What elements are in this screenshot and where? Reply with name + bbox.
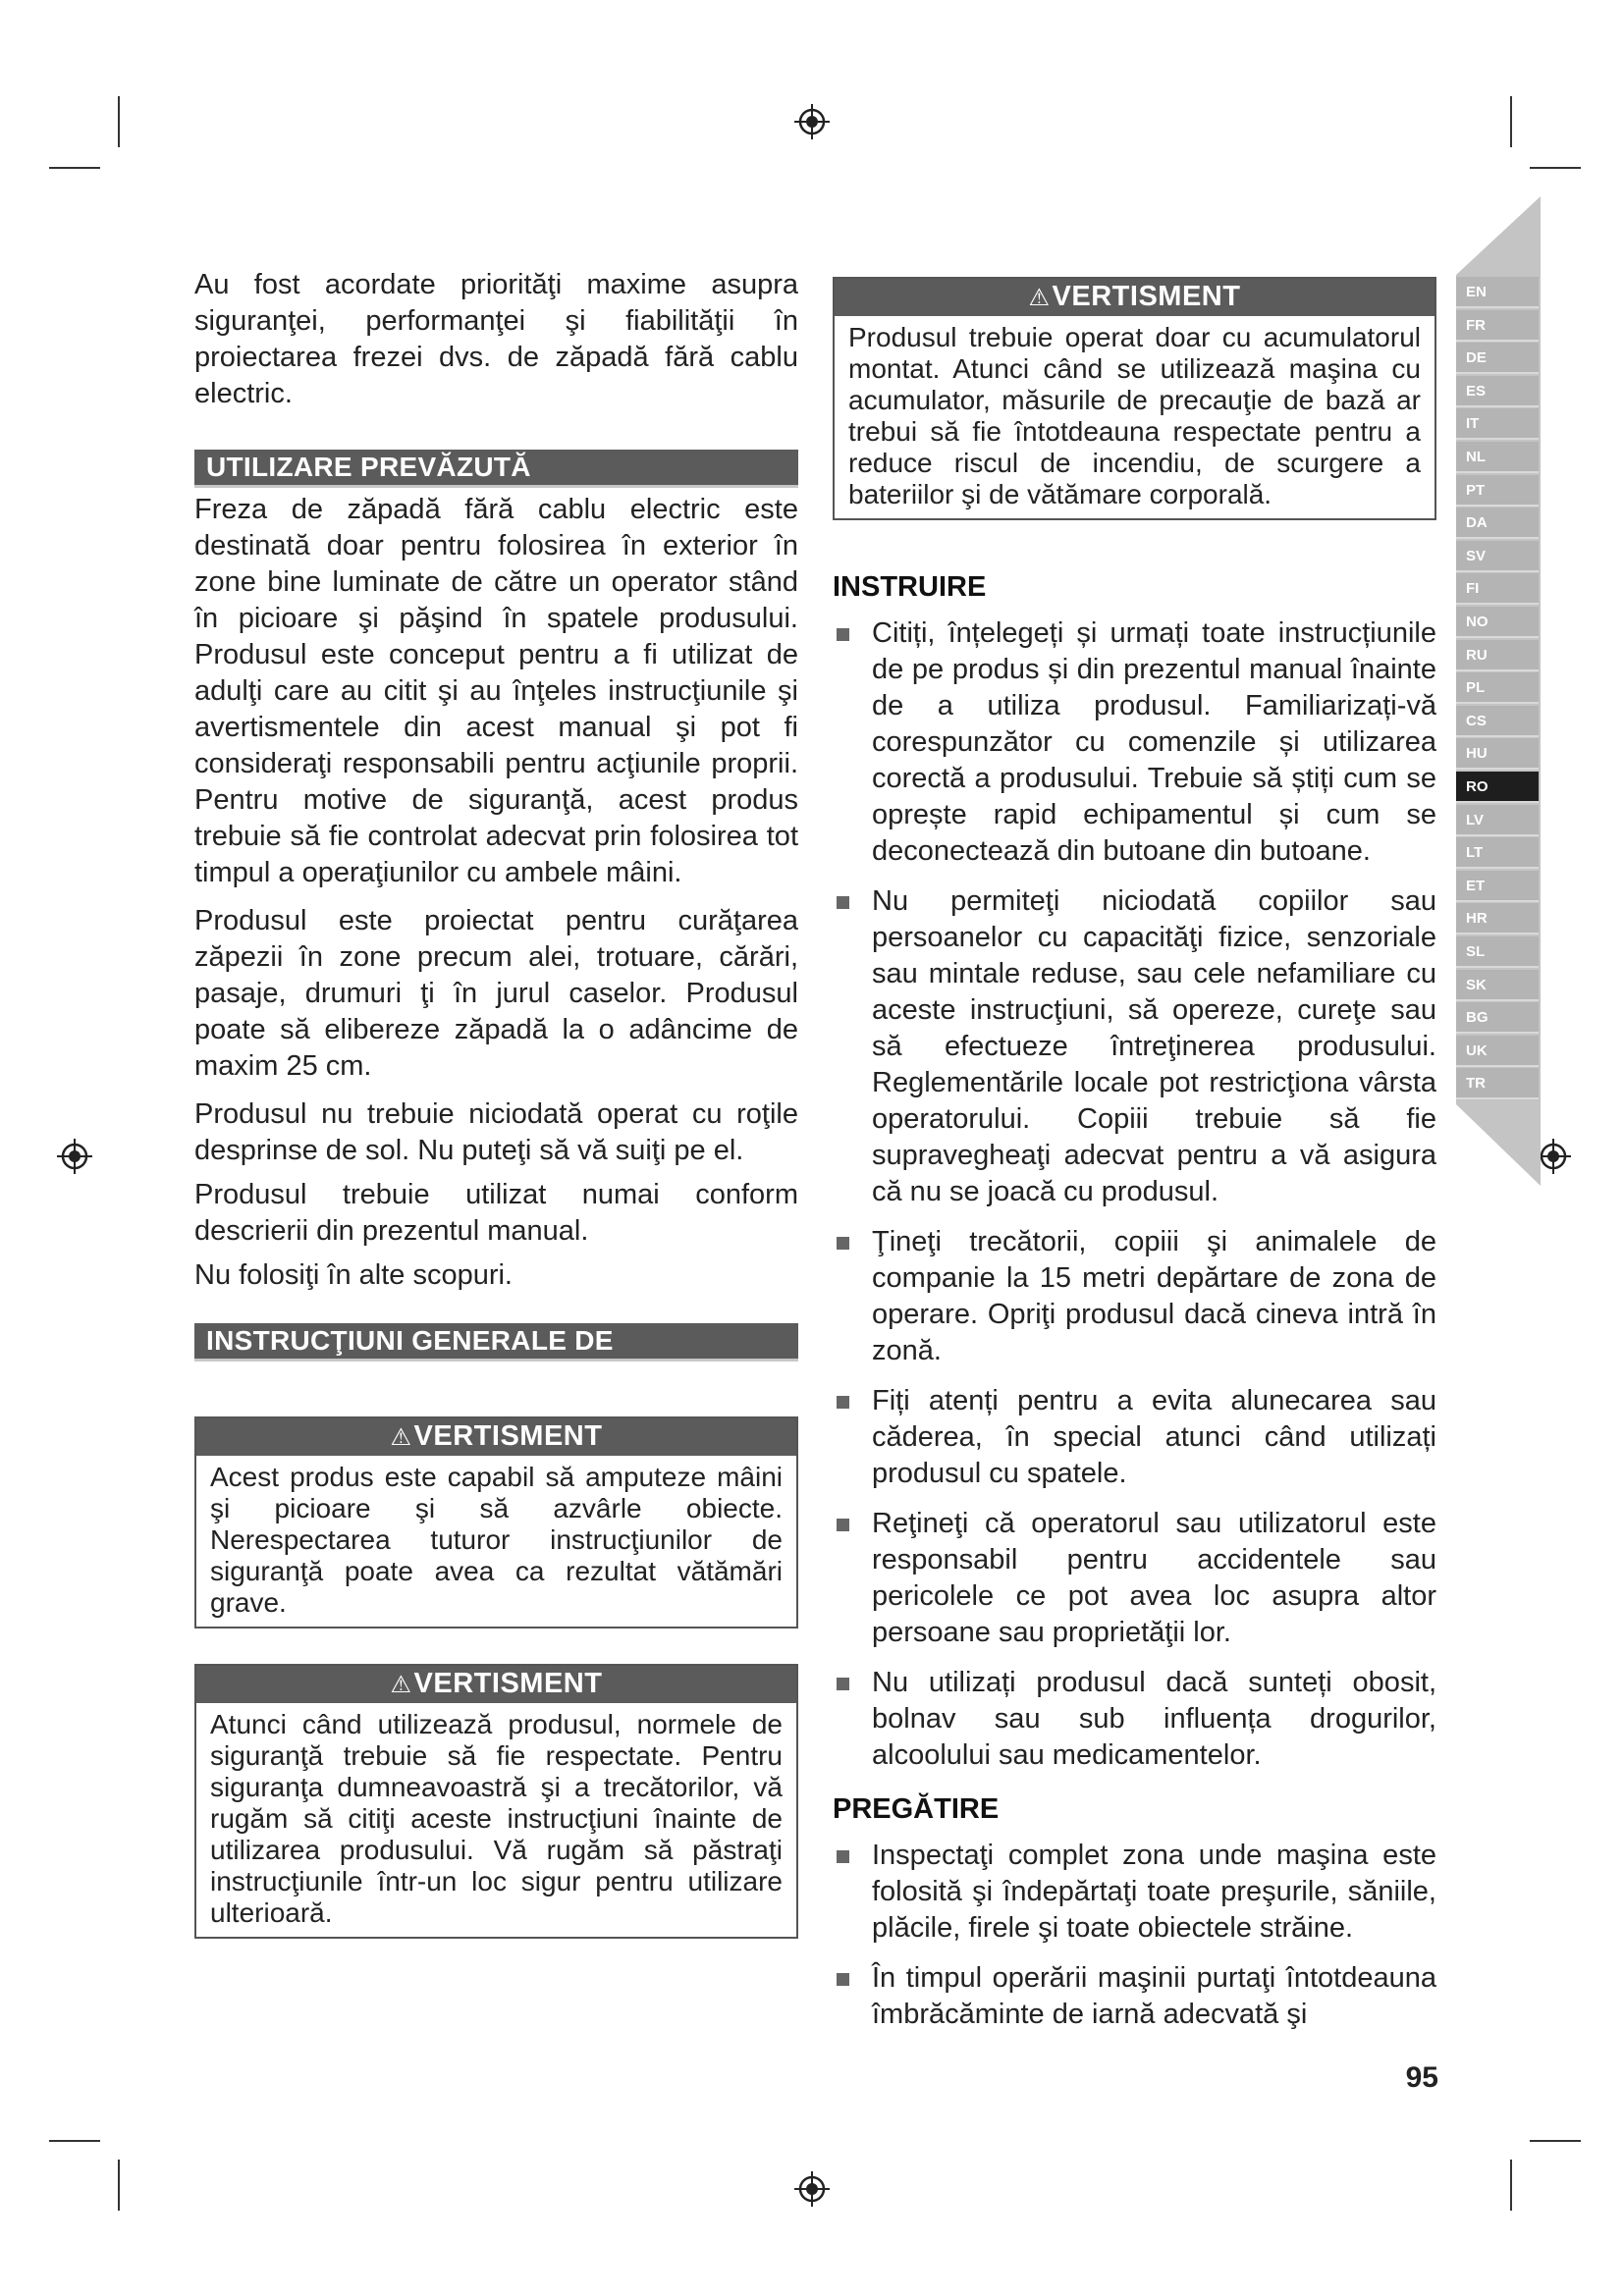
section-title-intended-use: UTILIZARE PREVĂZUTĂ (194, 450, 798, 488)
warning-title: ⚠VERTISMENT (196, 1418, 796, 1456)
warning-box (833, 277, 1436, 520)
bullet-icon (837, 1678, 849, 1690)
list-item: Fiți atenți pentru a evita alunecarea sau căderea, în special atunci când utilizați produsul cu spatele. (833, 1383, 1436, 1492)
instruire-list (833, 615, 1436, 1774)
language-tab-en[interactable]: EN (1456, 277, 1539, 308)
intended-use-paragraph: Produsul este proiectat pentru curăţarea zăpezii în zone precum alei, trotuare, cărări, pasaje, drumuri ţi în jurul caselor. Produsul poate să elibereze zăpadă la o adâncime de maxim 25 cm. (194, 905, 798, 1082)
registration-mark-icon (792, 102, 832, 141)
crop-mark (49, 167, 100, 169)
language-tab-lt[interactable]: LT (1456, 837, 1539, 869)
list-item: Nu permiteţi niciodată copiilor sau persoanelor cu capacităţi fizice, senzoriale sau mintale reduse, sau cele nefamiliare cu aceste instrucţiuni, să opereze, cureţe sau să efectueze întreţinerea produsului. Reglementările locale pot restricţiona vârsta operatorului. Copiii trebuie să fie supravegheaţi adecvat pentru a vă asigura că nu se joacă cu produsul. (833, 883, 1436, 1210)
page-number: 95 (1405, 2061, 1438, 2094)
list-item: Citiți, înțelegeți și urmați toate instrucțiunile de pe produs și din prezentul manual înainte de a utiliza produsul. Familiarizați-vă corespunzător cu comenzile și utilizarea corectă a produsului. Trebuie să știți cum se oprește rapid echipamentul și cum se deconectează din butoane din butoane. (833, 615, 1436, 870)
bullet-icon (837, 1973, 849, 1986)
list-item: În timpul operării maşinii purtaţi întotdeauna îmbrăcăminte de iarnă adecvată şi (833, 1960, 1436, 2033)
crop-mark (49, 2140, 100, 2142)
warning-title: ⚠VERTISMENT (835, 279, 1435, 316)
bullet-icon (837, 1396, 849, 1409)
intended-use-paragraph: Produsul trebuie utilizat numai conform descrierii din prezentul manual. (194, 1179, 798, 1247)
language-tab-et[interactable]: ET (1456, 871, 1539, 902)
language-tab-uk[interactable]: UK (1456, 1036, 1539, 1067)
crop-mark (1530, 2140, 1581, 2142)
intro-paragraph: Au fost acordate priorităţi maxime asupra siguranţei, performanţei şi fiabilităţii în proiectarea frezei dvs. de zăpadă fără cablu electric. (194, 269, 798, 409)
pregatire-list (833, 1838, 1436, 2033)
language-tab-tr[interactable]: TR (1456, 1068, 1539, 1099)
language-tab-sk[interactable]: SK (1456, 970, 1539, 1001)
warning-text: Atunci când utilizează produsul, normele de siguranţă trebuie să fie respectate. Pentru siguranţa dumneavoastră şi a trecătorilor, vă rugăm să citiţi aceste instrucţiuni înainte de utilizarea produsului. Vă rugăm să păstraţi instrucţiunile într-un loc sigur pentru utilizare ulterioară. (210, 1709, 783, 1928)
warning-triangle-icon: ⚠ (390, 1424, 412, 1451)
warning-triangle-icon: ⚠ (1028, 285, 1051, 311)
language-tab-pt[interactable]: PT (1456, 475, 1539, 507)
language-tab-lv[interactable]: LV (1456, 805, 1539, 836)
bullet-icon (837, 628, 849, 641)
intended-use-paragraph: Nu folosiţi în alte scopuri. (194, 1259, 513, 1291)
section-title-pregatire: PREGĂTIRE (833, 1793, 1000, 1825)
bullet-icon (837, 1850, 849, 1863)
language-tab-ru[interactable]: RU (1456, 640, 1539, 671)
language-tab-it[interactable]: IT (1456, 408, 1539, 440)
warning-box (194, 1416, 798, 1629)
intended-use-paragraph: Freza de zăpadă fără cablu electric este destinată doar pentru folosirea în exterior în zone bine luminate de către un operator stând în picioare şi păşind în spatele produsului. Produsul este conceput pentru a fi utilizat de adulţi care au citit şi au înţeles instrucţiunile şi avertismentele din acest manual şi pot fi consideraţi responsabili pentru acţiunile proprii. Pentru motive de siguranţă, acest produs trebuie să fie controlat adecvat prin folosirea tot timpul a operaţiunilor cu ambele mâini. (194, 494, 798, 888)
language-tab-da[interactable]: DA (1456, 507, 1539, 539)
language-tab-ro[interactable]: RO (1456, 772, 1539, 803)
left-column (194, 267, 798, 1939)
section-title-instruire: INSTRUIRE (833, 571, 987, 603)
warning-triangle-icon: ⚠ (390, 1672, 412, 1698)
language-tab-hr[interactable]: HR (1456, 903, 1539, 934)
language-tab-nl[interactable]: NL (1456, 442, 1539, 473)
language-tab-bg[interactable]: BG (1456, 1002, 1539, 1034)
registration-mark-icon (792, 2169, 832, 2209)
language-tab-sv[interactable]: SV (1456, 541, 1539, 572)
list-item: Reţineţi că operatorul sau utilizatorul este responsabil pentru accidentele sau pericolele ce pot avea loc asupra altor persoane sau proprietăţii lor. (833, 1506, 1436, 1651)
language-tab-cs[interactable]: CS (1456, 706, 1539, 737)
crop-mark (1530, 167, 1581, 169)
language-tab-pl[interactable]: PL (1456, 672, 1539, 704)
crop-mark (118, 2160, 120, 2211)
right-column (833, 277, 1436, 2047)
crop-mark (118, 96, 120, 147)
bullet-icon (837, 896, 849, 909)
crop-mark (1510, 96, 1512, 147)
warning-box (194, 1664, 798, 1939)
list-item: Inspectaţi complet zona unde maşina este folosită şi îndepărtaţi toate preşurile, săniile, plăcile, firele şi toate obiectele străine. (833, 1838, 1436, 1947)
language-tab-de[interactable]: DE (1456, 343, 1539, 374)
section-title-general-instructions: INSTRUCŢIUNI GENERALE DE (194, 1323, 798, 1362)
list-item: Ţineţi trecătorii, copiii şi animalele de companie la 15 metri depărtare de zona de operare. Opriţi produsul dacă cineva intră în zonă. (833, 1224, 1436, 1369)
bullet-icon (837, 1237, 849, 1250)
language-tab-hu[interactable]: HU (1456, 738, 1539, 770)
language-tab-fi[interactable]: FI (1456, 573, 1539, 605)
language-tab-es[interactable]: ES (1456, 376, 1539, 407)
language-tab-sl[interactable]: SL (1456, 936, 1539, 968)
warning-text: Acest produs este capabil să amputeze mâini şi picioare şi să azvârle obiecte. Nerespectarea tuturor instrucţiunilor de siguranţă poate avea ca rezultat vătămări grave. (210, 1462, 783, 1618)
warning-text: Produsul trebuie operat doar cu acumulatorul montat. Atunci când se utilizează maşina cu acumulator, măsurile de precauţie de bază ar trebui să fie întotdeauna respectate pentru a reduce riscul de incendiu, de scurgere a bateriilor şi de vătămare corporală. (848, 322, 1421, 509)
bullet-icon (837, 1519, 849, 1531)
crop-mark (1510, 2160, 1512, 2211)
language-tab-fr[interactable]: FR (1456, 310, 1539, 342)
list-item: Nu utilizați produsul dacă sunteți obosit, bolnav sau sub influența drogurilor, alcoolului sau medicamentelor. (833, 1665, 1436, 1774)
intended-use-paragraph: Produsul nu trebuie niciodată operat cu roţile desprinse de sol. Nu puteţi să vă suiţi pe el. (194, 1098, 798, 1166)
language-tab-no[interactable]: NO (1456, 607, 1539, 638)
registration-mark-icon (55, 1137, 94, 1176)
warning-title: ⚠VERTISMENT (196, 1666, 796, 1703)
